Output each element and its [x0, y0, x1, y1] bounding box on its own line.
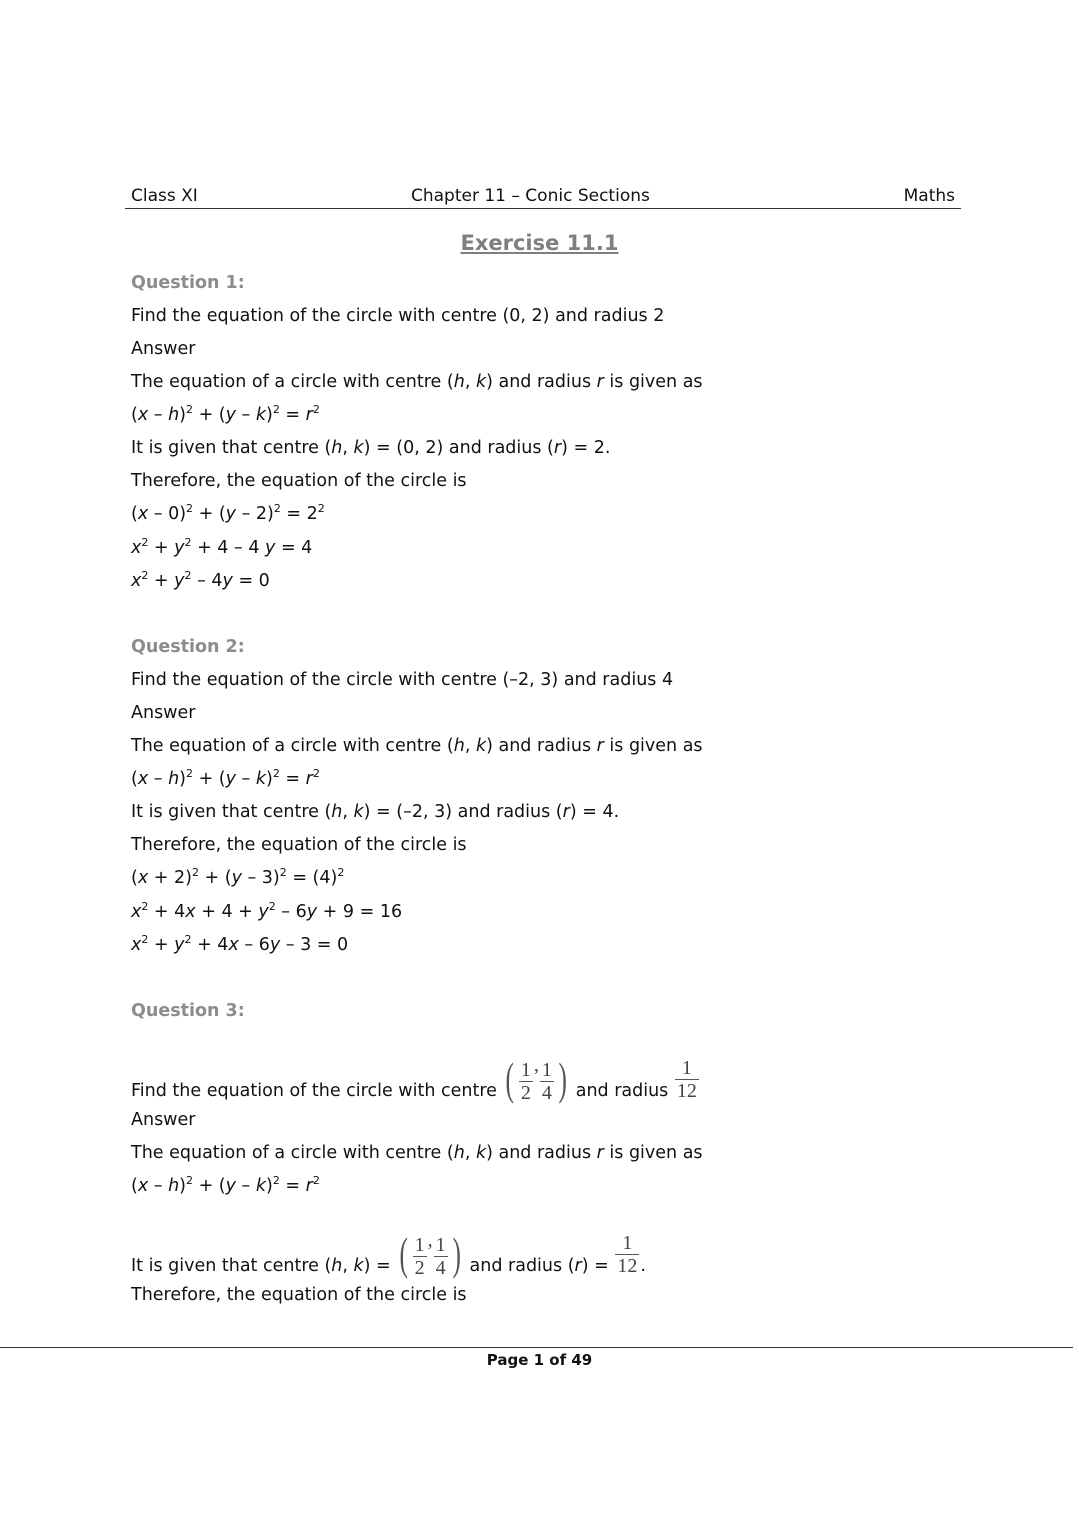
question-1-intro: The equation of a circle with centre (h, k) and radius r is given as	[131, 372, 703, 392]
question-1-step-3: $x^2 + y^2 - 4y = 0$	[131, 569, 270, 591]
footer-divider	[0, 1347, 1073, 1348]
question-3-given: It is given that centre (h, k) = ( $\frac{1}{2}$ , $\frac{1}{4}$ ) and radius (r) = $\frac{1}{12}$ .	[131, 1207, 646, 1273]
question-2-step-2: $x^2 + 4x + 4 + y^2 - 6y + 9 = 16$	[131, 900, 403, 922]
question-1-answer-label: Answer	[131, 339, 196, 359]
question-2-given: It is given that centre (h, k) = (–2, 3) and radius (r) = 4.	[131, 802, 620, 822]
question-2-step-1: $(x + 2)^2 + (y - 3)^2 = (4)^2$	[131, 866, 345, 888]
question-1-step-2: $x^2 + y^2 + 4 - 4$ y = 4	[131, 536, 313, 558]
page-header	[125, 184, 961, 209]
question-1-given: It is given that centre (h, k) = (0, 2) and radius (r) = 2.	[131, 438, 611, 458]
question-1-prompt: Find the equation of the circle with centre (0, 2) and radius 2	[131, 306, 665, 326]
question-3-heading: Question 3:	[131, 1001, 245, 1021]
header-subject: Maths	[903, 186, 955, 206]
page-number: Page 1 of 49	[486, 1351, 593, 1369]
centre-fraction: ( $\frac{1}{2}$ , $\frac{1}{4}$ )	[505, 1053, 567, 1104]
given-centre-fraction: ( $\frac{1}{2}$ , $\frac{1}{4}$ )	[399, 1228, 461, 1279]
question-3-intro: The equation of a circle with centre (h, k) and radius r is given as	[131, 1143, 703, 1163]
question-3-general-form: $(x - h)^2 + (y - k)^2 = r^2$	[131, 1174, 320, 1196]
question-1-general-form: $(x - h)^2 + (y - k)^2 = r^2$	[131, 403, 320, 425]
question-3-therefore: Therefore, the equation of the circle is	[131, 1285, 467, 1305]
question-3-answer-label: Answer	[131, 1110, 196, 1130]
question-1-heading: Question 1:	[131, 273, 245, 293]
question-2-intro: The equation of a circle with centre (h, k) and radius r is given as	[131, 736, 703, 756]
question-3-prompt: Find the equation of the circle with centre ( $\frac{1}{2}$ , $\frac{1}{4}$ ) and radius $\frac{1}{12}$	[131, 1032, 700, 1098]
question-2-general-form: $(x - h)^2 + (y - k)^2 = r^2$	[131, 767, 320, 789]
question-2-answer-label: Answer	[131, 703, 196, 723]
question-1-step-1: $(x - 0)^2 + (y - 2)^2 = 2^2$	[131, 502, 325, 524]
question-2-therefore: Therefore, the equation of the circle is	[131, 835, 467, 855]
question-2-prompt: Find the equation of the circle with centre (–2, 3) and radius 4	[131, 670, 674, 690]
header-class: Class XI	[131, 186, 198, 206]
header-chapter: Chapter 11 – Conic Sections	[411, 186, 650, 206]
question-2-heading: Question 2:	[131, 637, 245, 657]
question-2-step-3: $x^2 + y^2 + 4x - 6y - 3 = 0$	[131, 933, 349, 955]
radius-fraction: $\frac{1}{12}$	[676, 1057, 697, 1102]
question-1-therefore: Therefore, the equation of the circle is	[131, 471, 467, 491]
given-radius-fraction: $\frac{1}{12}$	[617, 1232, 638, 1277]
exercise-title: Exercise 11.1	[460, 231, 619, 255]
